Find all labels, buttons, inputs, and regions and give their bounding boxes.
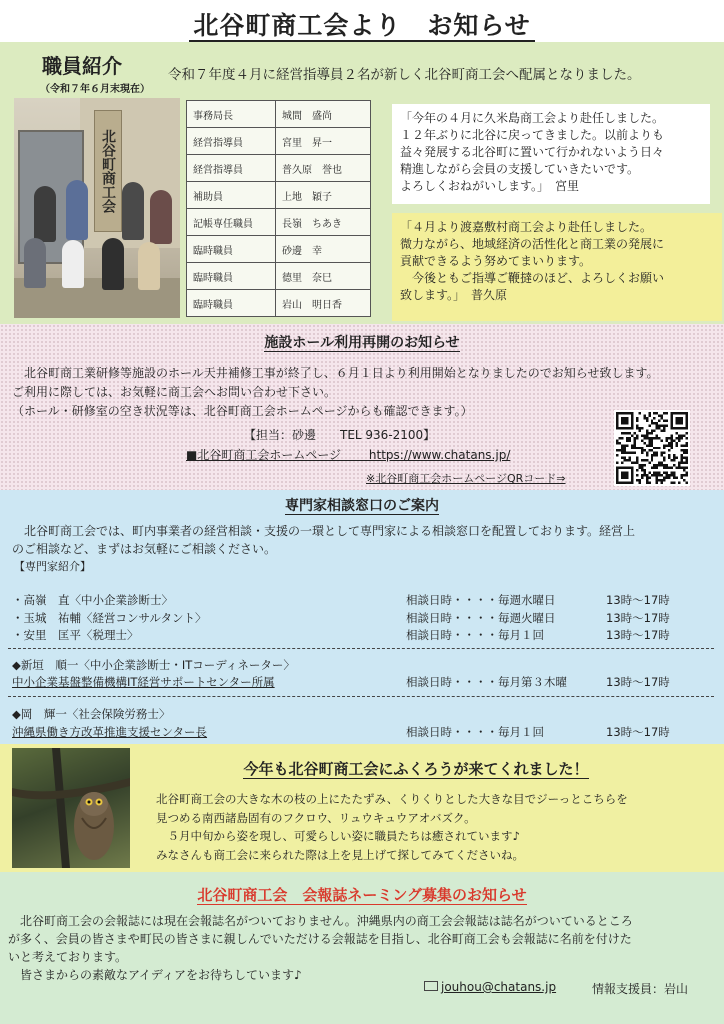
- table-row: 事務局長 城間 盛尚: [187, 101, 371, 128]
- facility-heading: 施設ホール利用再開のお知らせ: [264, 335, 460, 351]
- staff-figure: [122, 182, 144, 240]
- table-row: 臨時職員 德里 奈巳: [187, 263, 371, 290]
- qr-code-icon[interactable]: [614, 410, 690, 486]
- table-row: 経営指導員 普久原 誉也: [187, 155, 371, 182]
- naming-signature: 情報支援員：岩山: [592, 982, 689, 996]
- staff-figure: [66, 180, 88, 240]
- owl-photo: [12, 748, 130, 868]
- staff-table: [186, 100, 371, 317]
- expert-row: ◆新垣 順一〈中小企業診断士・ITコーディネーター〉: [12, 658, 295, 672]
- expert-row: ・玉城 祐輔〈経営コンサルタント〉 相談日時・・・・毎週火曜日 13時～17時: [12, 611, 670, 625]
- qr-note: ※北谷町商工会ホームページQRコード⇒: [366, 472, 566, 485]
- expert-row: 沖縄県働き方改革推進支援センター長 相談日時・・・・毎月１回 13時～17時: [12, 725, 670, 739]
- table-row: 記帳専任職員 長嶺 ちあき: [187, 209, 371, 236]
- envelope-icon: [424, 981, 438, 991]
- naming-heading: 北谷町商工会 会報誌ネーミング募集のお知らせ: [197, 886, 527, 904]
- staff-figure: [138, 242, 160, 290]
- table-row: 補助員 上地 穎子: [187, 182, 371, 209]
- facility-contact: 【担当：砂邊 TEL 936-2100】: [244, 428, 436, 442]
- owl-heading: 今年も北谷町商工会にふくろうが来てくれました！: [243, 760, 589, 778]
- staff-lead: 令和７年度４月に経営指導員２名が新しく北谷町商工会へ配属となりました。: [168, 67, 641, 83]
- expert-row: ・高嶺 直〈中小企業診断士〉 相談日時・・・・毎週水曜日 13時～17時: [12, 593, 670, 607]
- divider: [8, 696, 714, 697]
- staff-figure: [24, 238, 46, 288]
- table-row: 経営指導員 宮里 昇一: [187, 128, 371, 155]
- staff-message-miyazato: 「今年の４月に久米島商工会より赴任しました。 １２年ぶりに北谷に戻ってきました。以前よりも 益々発展する北谷町に置いて行かれないよう日々 精進しながら会員の支援していきたいです。 よろしくおねがいします。」 宮里: [392, 104, 710, 204]
- page-title: 北谷町商工会より お知らせ: [0, 6, 724, 42]
- expert-row: ◆岡 輝一〈社会保険労務士〉: [12, 707, 171, 721]
- staff-group-photo: [14, 98, 180, 318]
- table-row: 臨時職員 砂邊 幸: [187, 236, 371, 263]
- expert-row: 中小企業基盤整備機構IT経営サポートセンター所属 相談日時・・・・毎月第３木曜 13時～17時: [12, 675, 670, 689]
- staff-as-of: （令和７年６月末現在）: [40, 84, 150, 95]
- staff-figure: [62, 240, 84, 288]
- expert-list-label: 【専門家紹介】: [14, 560, 91, 573]
- staff-figure: [102, 238, 124, 290]
- naming-body: 北谷町商工会の会報誌には現在会報誌名がついておりません。沖縄県内の商工会会報誌は誌名がついているところ が多く、会員の皆さまや町民の皆さまに親しんでいただける会報誌を目指し、北谷町商工会も会報誌に名前を付けた いと考えております。 皆さまからの素敵なアイディアをお待ちしています♪: [8, 914, 633, 982]
- staff-heading: 職員紹介: [42, 54, 122, 78]
- expert-heading: 専門家相談窓口のご案内: [285, 498, 439, 514]
- staff-message-fukuhara: 「４月より渡嘉敷村商工会より赴任しました。 微力ながら、地域経済の活性化と商工業の発展に 貢献できるよう努めてまいります。 今後ともご指導ご鞭撻のほど、よろしくお願い 致します。」 普久原: [392, 213, 722, 321]
- expert-intro: 北谷町商工会では、町内事業者の経営相談・支援の一環として専門家による相談窓口を配置しております。経営上 のご相談など、まずはお気軽にご相談ください。: [12, 524, 636, 556]
- facility-body: 北谷町商工業研修等施設のホール天井補修工事が終了し、６月１日より利用開始となりましたのでお知らせ致します。 ご利用に際しては、お気軽に商工会へお問い合わせ下さい。 （ホール・研修室の空き状況等は、北谷町商工会ホームページからも確認できます。）: [12, 366, 659, 418]
- staff-figure: [34, 186, 56, 242]
- owl-body: 北谷町商工会の大きな木の枝の上にたたずみ、くりくりとした大きな目でジーっとこちらを 見つめる南西諸島固有のフクロウ、リュウキュウアオバズク。 ５月中旬から姿を現し、可愛らしい姿に職員たちは癒されています♪ みなさんも商工会に来られた際は上を見上げて探してみてくださいね。: [156, 792, 628, 862]
- homepage-link[interactable]: ■北谷町商工会ホームページ https://www.chatans.jp/: [186, 448, 511, 462]
- email-link[interactable]: jouhou@chatans.jp: [424, 980, 556, 994]
- divider: [8, 648, 714, 649]
- staff-figure: [150, 190, 172, 244]
- expert-row: ・安里 匡平〈税理士〉 相談日時・・・・毎月１回 13時～17時: [12, 628, 670, 642]
- table-row: 臨時職員 岩山 明日香: [187, 290, 371, 317]
- building-sign: 北谷町商工会: [94, 110, 122, 232]
